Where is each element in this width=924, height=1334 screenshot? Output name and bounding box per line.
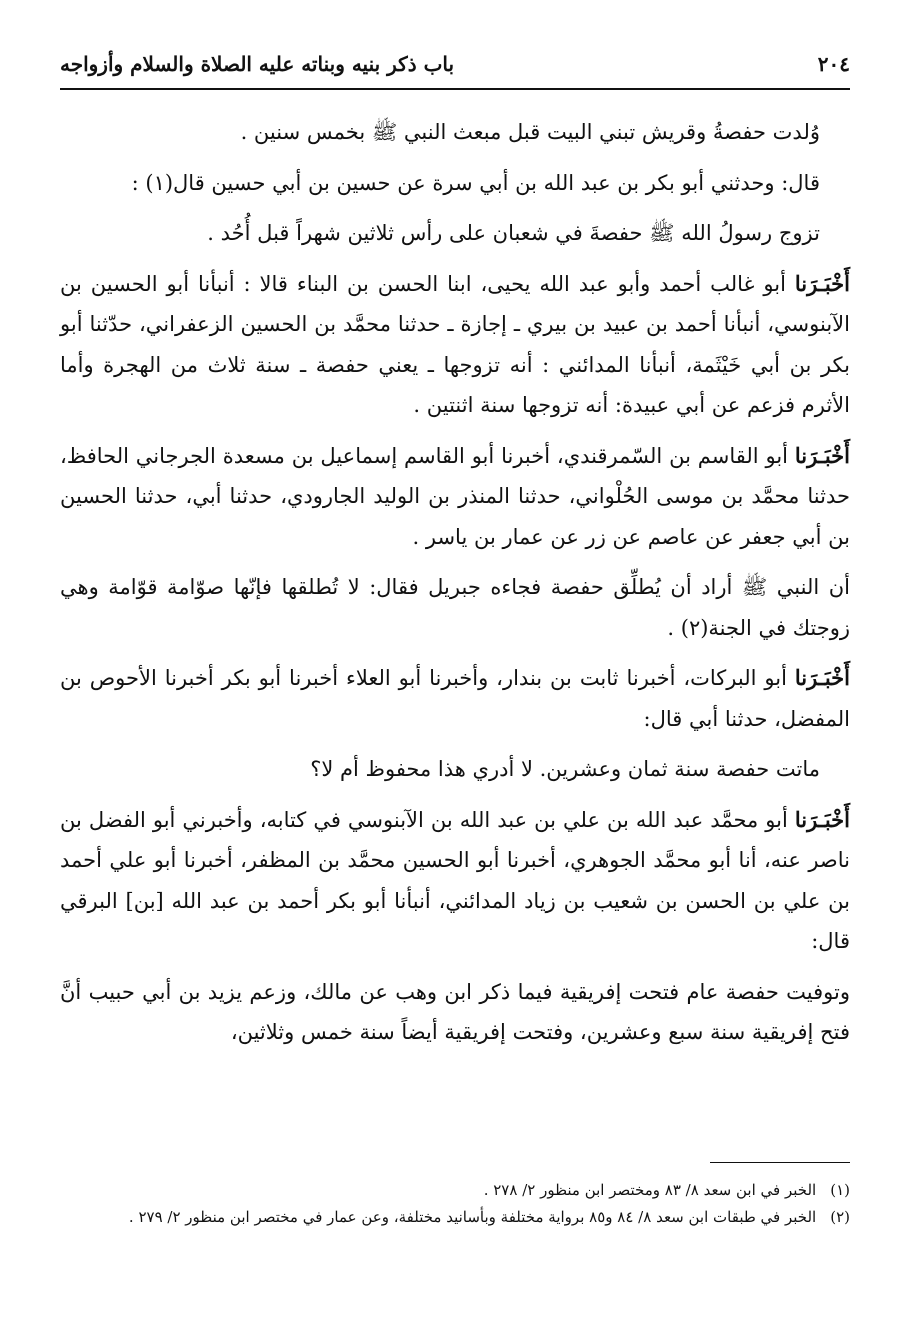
isnad-lead: أَخْبَـرَنا <box>794 665 850 690</box>
paragraph: تزوج رسولُ الله ﷺ حفصةَ في شعبان على رأس ثلاثين شهراً قبل أُحُد . <box>207 221 820 245</box>
paragraph: ماتت حفصة سنة ثمان وعشرين. لا أدري هذا محفوظ أم لا؟ <box>310 757 820 781</box>
header-rule <box>60 88 850 90</box>
footnote <box>60 1204 850 1231</box>
paragraph: أَخْبَـرَنا أبو القاسم بن السّمرقندي، أخبرنا أبو القاسم إسماعيل بن مسعدة الجرجاني الحافظ، حدثنا محمَّد بن موسى الحُلْواني، حدثنا المنذر بن الوليد الجارودي، حدثنا أبي، حدثنا الحسين بن أبي جعفر عن عاصم عن زر عن عمار بن ياسر . <box>60 442 850 549</box>
footnote-text: الخبر في ابن سعد ٨/ ٨٣ ومختصر ابن منظور ٢/ ٢٧٨ . <box>483 1181 817 1199</box>
footnote-number: (١) <box>830 1181 850 1199</box>
footnote-rule <box>710 1162 850 1163</box>
footnotes <box>60 1162 850 1231</box>
paragraph: وُلدت حفصةُ وقريش تبني البيت قبل مبعث النبي ﷺ بخمس سنين . <box>240 120 820 144</box>
isnad-lead: أَخْبَـرَنا <box>794 270 850 296</box>
paragraph: أَخْبَـرَنا أبو البركات، أخبرنا ثابت بن بندار، وأخبرنا أبو العلاء أخبرنا أبو بكر أخبرنا الأحوص بن المفضل، حدثنا أبي قال: <box>60 665 850 731</box>
paragraph: أن النبي ﷺ أراد أن يُطلِّق حفصة فجاءه جبريل فقال: لا تُطلقها فإنّها صوّامة قوّامة وهي زوجتك في الجنة(٢) . <box>60 575 851 640</box>
page-header <box>60 52 850 86</box>
running-title: باب ذكر بنيه وبناته عليه الصلاة والسلام وأزواجه <box>60 52 455 76</box>
isnad-lead: أَخْبَـرَنا <box>794 806 850 832</box>
page <box>60 52 850 1063</box>
isnad-lead: أَخْبَـرَنا <box>794 442 850 468</box>
footnote <box>60 1177 850 1204</box>
paragraph: أَخْبَـرَنا أبو محمَّد عبد الله بن علي بن عبد الله بن الآبنوسي في كتابه، وأخبرني أبو الفضل بن ناصر عنه، أنا أبو محمَّد الجوهري، أخبرنا أبو الحسين محمَّد بن المظفر، أخبرنا أبو علي أحمد بن علي بن الحسن بن شعيب بن زياد المدائني، أنبأنا أبو بكر أحمد بن عبد الله [بن] البرقي قال: <box>60 806 850 953</box>
footnote-text: الخبر في طبقات ابن سعد ٨/ ٨٤ و٨٥ برواية مختلفة وبأسانيد مختلفة، وعن عمار في مختصر ابن منظور ٢/ ٢٧٩ . <box>128 1208 817 1226</box>
footnote-number: (٢) <box>830 1208 850 1226</box>
paragraph: أَخْبَـرَنا أبو غالب أحمد وأبو عبد الله يحيى، ابنا الحسن بن البناء قالا : أنبأنا أبو الحسين بن الآبنوسي، أنبأنا أحمد بن عبيد بن بيري ـ إجازة ـ حدثنا محمَّد بن الحسين الزعفراني، حدّثنا أبو بكر بن أبي خَيْثَمة، أنبأنا المدائني : أنه تزوجها ـ يعني حفصة ـ سنة ثلاث من الهجرة وأما الأثرم فزعم عن أبي عبيدة: أنه تزوجها سنة اثنتين . <box>60 270 850 417</box>
body-text <box>60 112 850 1053</box>
page-number: ٢٠٤ <box>817 52 850 76</box>
paragraph: قال: وحدثني أبو بكر بن عبد الله بن أبي سرة عن حسين بن أبي حسين قال(١) : <box>131 170 820 195</box>
paragraph: وتوفيت حفصة عام فتحت إفريقية فيما ذكر ابن وهب عن مالك، وزعم يزيد بن أبي حبيب أنَّ فتح إفريقية سنة سبع وعشرين، وفتحت إفريقية أيضاً سنة خمس وثلاثين، <box>60 979 850 1044</box>
